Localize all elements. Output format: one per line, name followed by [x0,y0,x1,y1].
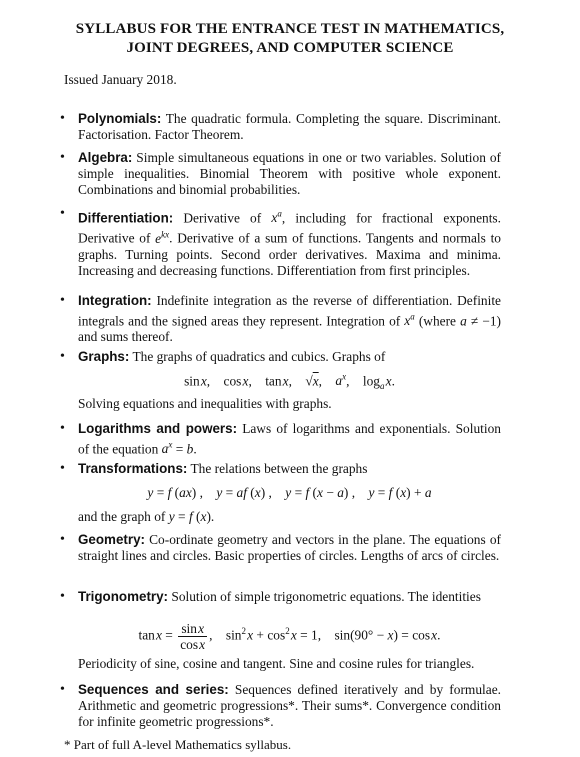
topic-text: Indefinite integration as the reverse of differentiation. Definite integrals and the signed areas they represent. Integration of [78,293,501,329]
bullet-icon: • [60,206,65,221]
bullet-icon: • [60,682,65,697]
topic-text: The quadratic formula. Completing the square. Discriminant. Factorisation. Factor Theorem. [78,111,501,142]
math-y-equals-fx: y [168,509,175,524]
topic-body [78,206,501,279]
math-e-power-kx: $e^{kx}$ [155,229,170,246]
topic-body [78,293,501,345]
topic-body [78,589,501,605]
topic-heading: Algebra: [78,150,133,165]
topic-heading: Transformations: [78,461,188,476]
footnote: * Part of full A-level Mathematics syllabus. [64,737,292,752]
topic-body [78,150,501,198]
trig-identities-display: tan x = $\frac{\text{sin x}}{\text{cos x}}$ , $\sin^2$ $x + \cos^2$ x = 1, sin(90° − x) = cos x. [138,621,441,652]
title-line-2: JOINT DEGREES, AND COMPUTER SCIENCE [126,40,454,56]
topic-text: and the graph of [78,509,169,524]
topic-heading: Logarithms and powers: [78,421,238,436]
topic-body [78,421,501,457]
bullet-icon: • [60,461,65,476]
transformations-formula-display: y = f (ax) , y = af (x) , y = f (x − a) , y = f (x) + a [147,485,432,500]
topic-text: . Derivative of a sum of functions. Tangents and normals to graphs. Turning points. Second order derivatives. Maxima and minima. Increasing and decreasing functions. Differentiation from first principles. [78,230,501,278]
topic-text: . [193,441,197,457]
bullet-icon: • [60,293,65,308]
topic-text: Simple simultaneous equations in one or two variables. Solution of simple inequalities. Binomial Theorem with positive whole exponent. Combinations and binomial probabilities. [78,150,501,197]
topic-heading: Polynomials: [78,111,162,126]
topic-body [78,532,501,564]
topic-text: , including for fractional exponents. Derivative of [78,210,501,246]
bullet-icon: • [60,111,65,126]
topic-heading: Geometry: [78,532,145,547]
bullet-icon: • [60,532,65,547]
topic-body [78,461,501,477]
topic-text: Solution of simple trigonometric equations. The identities [168,589,481,604]
bullet-icon: • [60,421,65,436]
topic-body [78,682,501,730]
bullet-icon: • [60,589,65,604]
topic-heading: Integration: [78,293,152,308]
topic-heading: Graphs: [78,349,130,364]
topic-text-after: and the graph of y = f (x). [78,509,215,524]
math-x-power-a: $x^a$ [404,312,415,329]
topic-text-after: Periodicity of sine, cosine and tangent. Sine and cosine rules for triangles. [78,656,475,671]
topic-text: Sequences defined iteratively and by formulae. Arithmetic and geometric progressions*. Their sums*. Convergence condition for infinite geometric progressions*. [78,682,501,729]
topic-text: Co-ordinate geometry and vectors in the plane. The equations of straight lines and circles. Basic properties of circles. Lengths of arcs of circles. [78,532,501,563]
issued-date: Issued January 2018. [64,72,177,87]
topic-heading: Differentiation: [78,210,174,226]
math-a-power-x-equals-b: $a^x = b$ [161,440,194,457]
topic-text: ) and sums thereof. [78,313,501,345]
topic-heading: Sequences and series: [78,682,229,697]
bullet-icon: • [60,150,65,165]
topic-body [78,111,501,143]
topic-body [78,349,501,365]
graphs-formula-display: sin x, cos x, tan x, √x, $a^x$, $\log_a$ x. [184,372,395,392]
topic-text: Laws of logarithms and exponentials. Solution of the equation [78,421,501,457]
topic-text-after: Solving equations and inequalities with graphs. [78,396,332,411]
topic-text: The graphs of quadratics and cubics. Graphs of [129,349,386,364]
topic-text: . [210,509,215,524]
page-title [20,20,560,58]
math-x-power-a: $x^a$ [271,209,282,226]
topic-text: Derivative of [173,210,272,226]
topic-text: (where [414,313,461,329]
title-line-1: SYLLABUS FOR THE ENTRANCE TEST IN MATHEMATICS, [75,21,505,37]
bullet-icon: • [60,349,65,364]
topic-heading: Trigonometry: [78,589,169,604]
tan-fraction: $\frac{\text{sin x}}{\text{cos x}}$ [180,621,206,652]
topic-text: The relations between the graphs [187,461,368,476]
math-a-not-minus-one: a ≠ −1 [460,313,497,329]
